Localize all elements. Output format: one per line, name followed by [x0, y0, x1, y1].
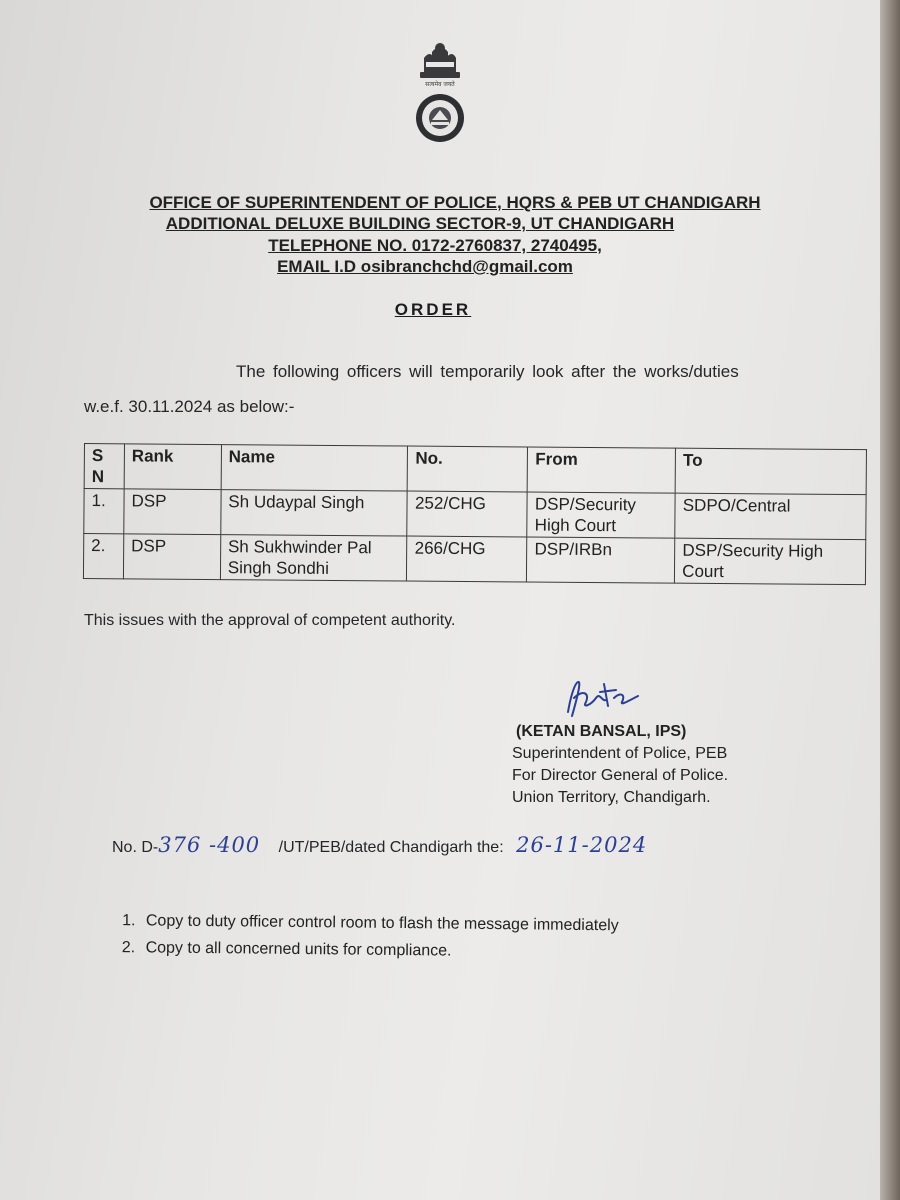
office-email-heading: EMAIL I.D osibranchchd@gmail.com: [277, 257, 573, 276]
cell-rank: DSP: [124, 489, 221, 535]
cell-name: Sh Sukhwinder Pal Singh Sondhi: [220, 535, 407, 581]
cell-number: 252/CHG: [407, 491, 527, 537]
column-header-rank: Rank: [124, 444, 221, 490]
column-header-from: From: [527, 447, 675, 493]
cell-rank: DSP: [123, 534, 220, 580]
reference-number-handwritten: 376 -400: [158, 833, 261, 857]
cell-to: SDPO/Central: [675, 493, 866, 539]
svg-text:सत्यमेव जयते: सत्यमेव जयते: [425, 81, 455, 88]
reference-date-handwritten: 26-11-2024: [516, 833, 648, 857]
order-title: ORDER: [394, 300, 472, 319]
signatory-for-line: For Director General of Police.: [512, 767, 729, 784]
list-item: 1. Copy to duty officer control room to flash the message immediately: [140, 912, 732, 936]
cell-to: DSP/Security High Court: [675, 538, 866, 584]
cell-number: 266/CHG: [407, 536, 527, 582]
reference-middle: /UT/PEB/dated Chandigarh the:: [278, 839, 504, 856]
signatory-designation: Superintendent of Police, PEB: [512, 745, 728, 762]
reference-prefix: No. D-: [112, 839, 159, 856]
list-item: 2. Copy to all concerned units for compliance.: [140, 939, 732, 963]
cell-from: DSP/IRBn: [527, 537, 675, 583]
table-row: [84, 489, 866, 540]
approval-statement: This issues with the approval of competent authority.: [84, 612, 456, 629]
background-edge: [880, 0, 900, 1200]
table-header-row: [84, 444, 866, 495]
copy-to-list: [111, 912, 732, 972]
order-intro-line1: The following officers will temporarily look after the works/duties: [236, 362, 739, 381]
office-address-heading: ADDITIONAL DELUXE BUILDING SECTOR-9, UT CHANDIGARH: [165, 214, 675, 233]
column-header-no: No.: [408, 446, 528, 492]
duty-table: [83, 443, 867, 585]
office-name-heading: OFFICE OF SUPERINTENDENT OF POLICE, HQRS & PEB UT CHANDIGARH: [149, 193, 761, 212]
signatory-place: Union Territory, Chandigarh.: [512, 789, 711, 806]
column-header-sn: S N: [84, 444, 124, 489]
order-intro-line2: w.e.f. 30.11.2024 as below:-: [84, 397, 295, 416]
cell-name: Sh Udaypal Singh: [221, 490, 408, 536]
column-header-to: To: [675, 448, 866, 494]
signature-icon: [560, 672, 650, 722]
table-row: [83, 534, 865, 585]
reference-line: [112, 833, 647, 857]
cell-from: DSP/Security High Court: [527, 492, 675, 538]
office-telephone-heading: TELEPHONE NO. 0172-2760837, 2740495,: [268, 236, 602, 255]
police-emblem-icon: [398, 40, 482, 144]
column-header-name: Name: [221, 445, 408, 491]
cell-sn: 1.: [84, 489, 124, 534]
cell-sn: 2.: [83, 534, 123, 579]
signatory-name: (KETAN BANSAL, IPS): [516, 723, 687, 740]
